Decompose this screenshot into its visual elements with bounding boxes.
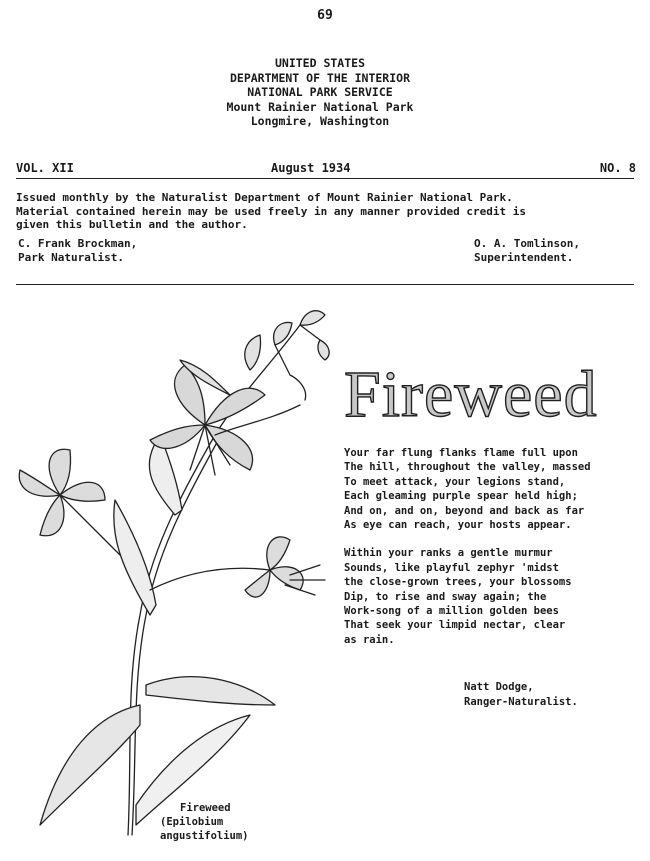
letterhead-location: Longmire, Washington	[250, 114, 390, 128]
leaf-icon	[114, 500, 156, 615]
poem-line: As eye can reach, your hosts appear.	[344, 519, 572, 532]
leaf-icon	[146, 677, 275, 705]
flower-icon	[19, 449, 120, 555]
poem-line: Sounds, like playful zephyr 'midst	[344, 561, 559, 574]
letterhead	[150, 56, 490, 129]
poem-author	[464, 680, 578, 709]
caption-genus: (Epilobium	[160, 816, 224, 828]
poem-line: Work-song of a million golden bees	[344, 605, 559, 618]
author-title: Ranger-Naturalist.	[464, 695, 578, 708]
letterhead-department: DEPARTMENT OF THE INTERIOR	[229, 70, 410, 85]
letterhead-park: Mount Rainier National Park	[226, 99, 414, 114]
leaf-icon	[40, 705, 140, 825]
author-name: Natt Dodge,	[464, 681, 534, 693]
poem-line: The hill, throughout the valley, massed	[344, 461, 591, 474]
notice-line-2: Material contained herein may be used freely in any manner provided credit is	[16, 204, 526, 218]
superintendent-name: O. A. Tomlinson,	[474, 237, 580, 250]
caption-common-name: Fireweed	[180, 802, 231, 814]
issue-date: August 1934	[271, 161, 351, 175]
poem-body	[344, 446, 591, 647]
notice	[16, 191, 616, 232]
letterhead-service: NATIONAL PARK SERVICE	[247, 85, 393, 99]
notice-line-3: given this bulletin and the author.	[16, 218, 248, 231]
caption-species: angustifolium)	[160, 830, 249, 842]
superintendent-title: Superintendent.	[474, 251, 574, 264]
poem-line: Within your ranks a gentle murmur	[344, 547, 553, 560]
poem-line: And on, and on, beyond and back as far	[344, 504, 585, 517]
flower-icon	[150, 537, 325, 597]
naturalist-title: Park Naturalist.	[18, 251, 124, 264]
poem-line: Your far flung flanks flame full upon	[344, 447, 578, 459]
letterhead-agency: UNITED STATES	[274, 56, 365, 70]
poem-line: That seek your limpid nectar, clear	[344, 619, 566, 632]
poem-line: Each gleaming purple spear held high;	[344, 490, 578, 503]
poem-line: To meet attack, your legions stand,	[344, 475, 566, 488]
superintendent-signature	[474, 237, 580, 265]
top-rule	[16, 178, 634, 179]
poem-line: the close-grown trees, your blossoms	[344, 576, 572, 589]
naturalist-signature	[18, 237, 137, 265]
issue-number: NO. 8	[599, 161, 636, 175]
poem-title: Fireweed	[344, 358, 598, 431]
naturalist-name: C. Frank Brockman,	[18, 237, 138, 250]
page-number: 69	[317, 8, 333, 23]
notice-line-1: Issued monthly by the Naturalist Department of Mount Rainier National Park.	[16, 191, 513, 204]
poem-line: Dip, to rise and sway again; the	[344, 590, 547, 603]
volume-label: VOL. XII	[16, 161, 74, 175]
fireweed-illustration	[0, 285, 350, 855]
illustration-caption	[160, 801, 249, 843]
poem-line: as rain.	[344, 633, 395, 646]
stanza-break	[344, 532, 591, 546]
